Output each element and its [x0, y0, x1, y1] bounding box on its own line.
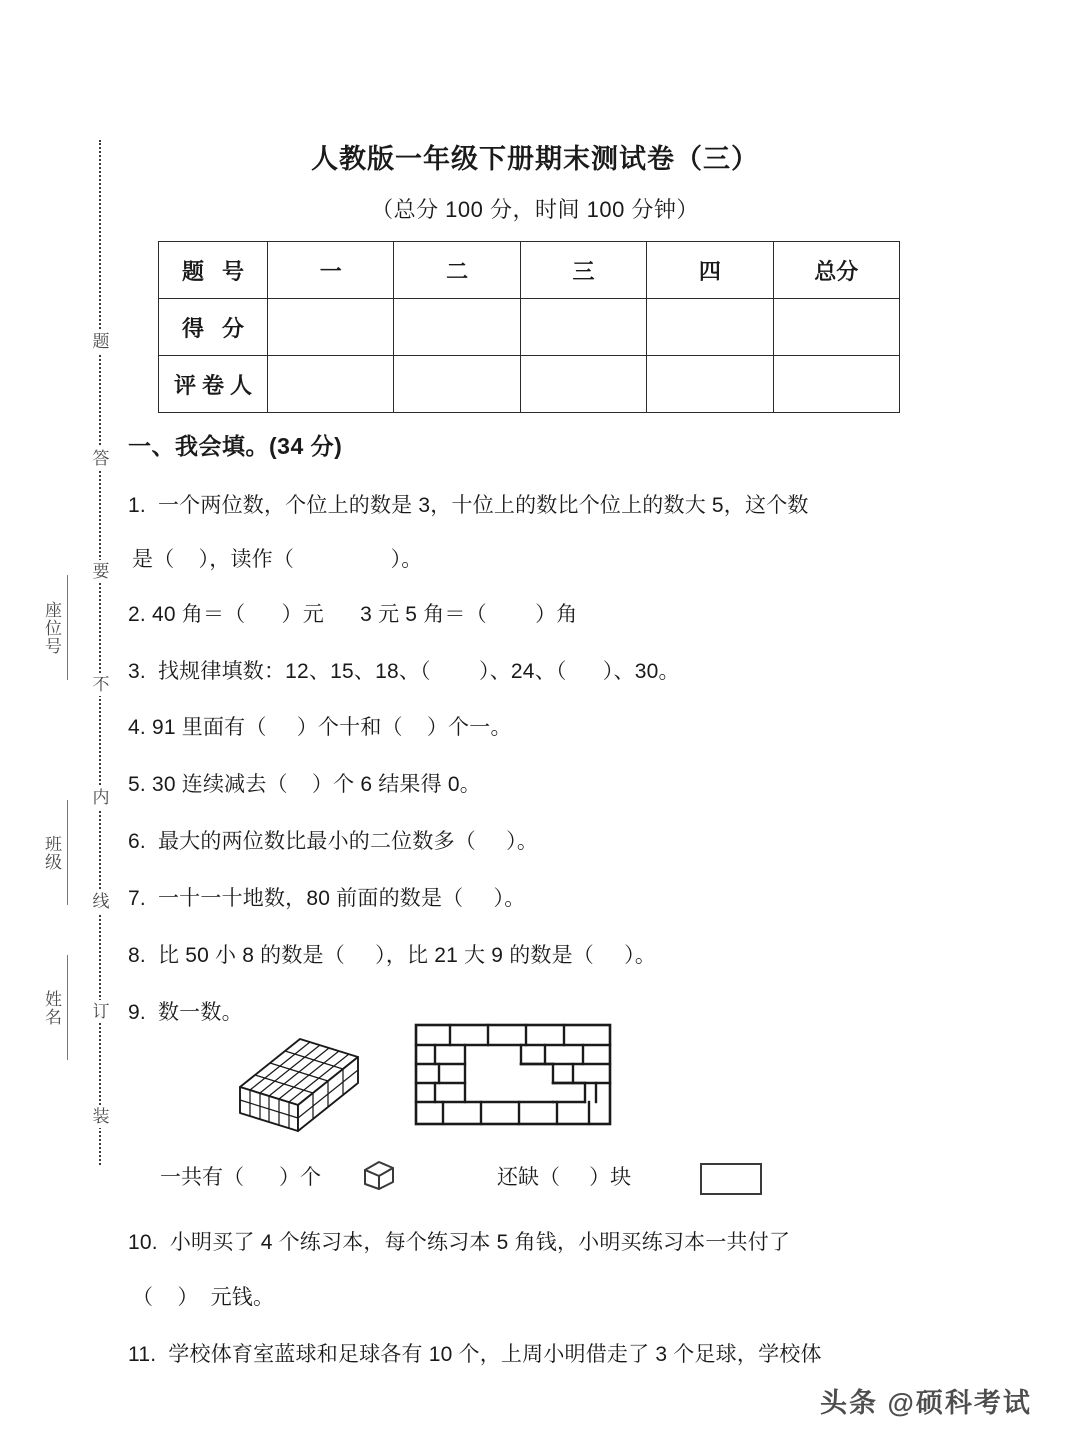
seal-char-6: 订 [88, 1000, 114, 1023]
score-table-cell[interactable] [394, 356, 520, 413]
question-1-line-1: 1. 一个两位数，个位上的数是 3，十位上的数比个位上的数大 5，这个数 [128, 494, 809, 517]
score-table-cell[interactable] [773, 356, 899, 413]
score-table-cell[interactable]: 总分 [773, 242, 899, 299]
score-table-row-header: 得 分 [159, 299, 268, 356]
score-table-cell[interactable] [647, 356, 773, 413]
question-3-line-1: 3. 找规律填数：12、15、18、（ ）、24、（ ）、30。 [128, 660, 680, 683]
score-table-cell[interactable]: 二 [394, 242, 520, 299]
seal-char-5: 线 [88, 890, 114, 913]
question-9-line-1: 9. 数一数。 [128, 1001, 243, 1024]
section-heading-fill-in-blanks: 一、我会填。(34 分) [128, 433, 343, 459]
score-table-cell[interactable] [647, 299, 773, 356]
question-10-line-1: 10. 小明买了 4 个练习本，每个练习本 5 角钱，小明买练习本一共付了 [128, 1231, 791, 1254]
field-seat-number-label[interactable]: 座位号 [30, 575, 68, 680]
seal-char-1: 答 [88, 447, 114, 470]
page-subtitle: （总分 100 分，时间 100 分钟） [371, 197, 699, 222]
seal-char-7: 装 [88, 1105, 114, 1128]
question-6-line-1: 6. 最大的两位数比最小的二位数多（ ）。 [128, 830, 539, 853]
question-11-line-1: 11. 学校体育室蓝球和足球各有 10 个，上周小明借走了 3 个足球，学校体 [128, 1343, 822, 1366]
score-table-cell[interactable] [520, 356, 646, 413]
score-table-cell[interactable]: 四 [647, 242, 773, 299]
question-10-line-2: （ ） 元钱。 [132, 1286, 275, 1309]
score-table-cell[interactable] [520, 299, 646, 356]
binding-margin [0, 0, 130, 1446]
score-table-cell[interactable]: 一 [268, 242, 394, 299]
brick-wall-figure [413, 1022, 613, 1127]
cube-stack-figure [198, 1031, 363, 1141]
question-7-line-1: 7. 一十一十地数，80 前面的数是（ ）。 [128, 887, 526, 910]
table-row [159, 356, 900, 413]
table-row [159, 299, 900, 356]
score-table-row-header: 题 号 [159, 242, 268, 299]
page-title: 人教版一年级下册期末测试卷（三） [311, 144, 759, 174]
field-student-name-label[interactable]: 姓名 [30, 955, 68, 1060]
score-table-cell[interactable] [268, 299, 394, 356]
score-table-cell[interactable] [773, 299, 899, 356]
question-5-line-1: 5. 30 连续减去（ ）个 6 结果得 0。 [128, 773, 481, 796]
score-table-cell[interactable]: 三 [520, 242, 646, 299]
field-class-label[interactable]: 班级 [30, 800, 68, 905]
question-4-line-1: 4. 91 里面有（ ）个十和（ ）个一。 [128, 716, 512, 739]
question-8-line-1: 8. 比 50 小 8 的数是（ ），比 21 大 9 的数是（ ）。 [128, 944, 657, 967]
table-row [159, 242, 900, 299]
score-table-cell[interactable] [268, 356, 394, 413]
watermark-text: 头条 @硕科考试 [820, 1388, 1032, 1418]
question-2-line-1: 2. 40 角＝（ ）元 3 元 5 角＝（ ）角 [128, 603, 578, 626]
seal-char-3: 不 [88, 673, 114, 696]
score-table [158, 241, 900, 413]
score-table-cell[interactable] [394, 299, 520, 356]
seal-char-2: 要 [88, 560, 114, 583]
cube-icon [362, 1160, 396, 1192]
question-9-answer-right-text: 还缺（ ）块 [497, 1166, 632, 1189]
seal-char-0: 题 [88, 330, 114, 353]
seal-char-4: 内 [88, 786, 114, 809]
brick-rectangle-icon [700, 1163, 762, 1195]
question-1-line-2: 是（ ），读作（ ）。 [132, 548, 423, 571]
question-9-answer-left-text: 一共有（ ）个 [160, 1166, 322, 1189]
score-table-row-header: 评卷人 [159, 356, 268, 413]
